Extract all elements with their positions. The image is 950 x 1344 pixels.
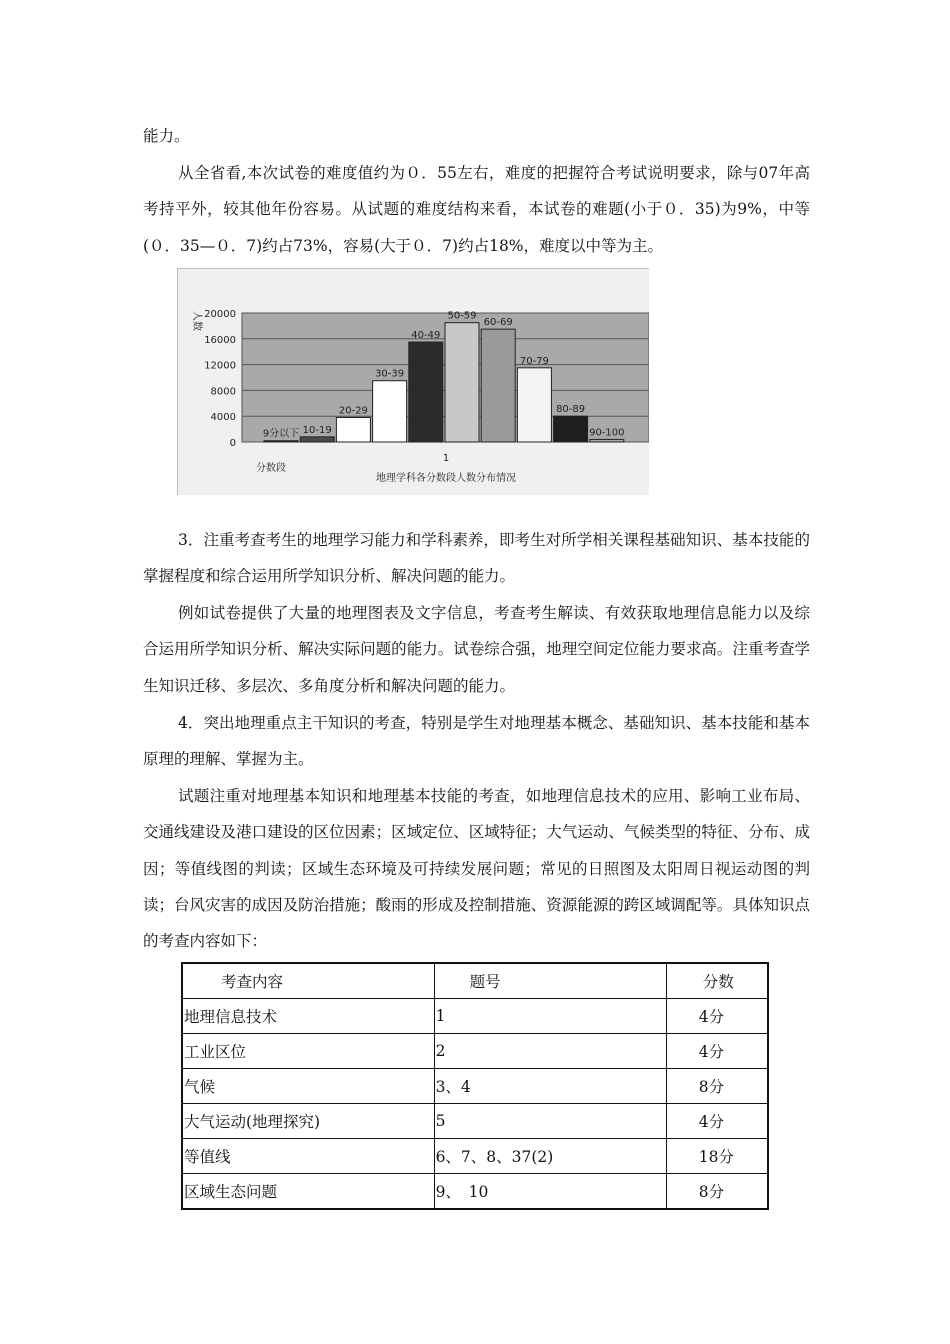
y-tick-label: 4000 <box>210 412 236 424</box>
cell-question: 3、4 <box>434 1069 666 1104</box>
bar-80-89 <box>554 416 588 442</box>
cell-score: 18分 <box>666 1139 768 1174</box>
bar-30-39 <box>373 381 407 442</box>
paragraph-difficulty: 从全省看,本次试卷的难度值约为０．55左右，难度的把握符合考试说明要求，除与07年高考持平外，较其他年份容易。从试题的难度结构来看，本试卷的难题(小于０．35)为9%，中等(０．35—０．7)约占73%，容易(大于０．7)约占18%，难度以中等为主。 <box>143 164 810 255</box>
paragraph-example: 例如试卷提供了大量的地理图表及文字信息，考查考生解读、有效获取地理信息能力以及综合运用所学知识分析、解决实际问题的能力。试卷综合强，地理空间定位能力要求高。注重考查学生知识迁移、多层次、多角度分析和解决问题的能力。 <box>143 604 810 695</box>
table-row <box>182 1174 768 1210</box>
bar-label: 70-79 <box>519 355 549 367</box>
table-row <box>182 999 768 1034</box>
header-content: 考查内容 <box>182 963 434 999</box>
header-score: 分数 <box>666 963 768 999</box>
cell-question: 9、 10 <box>434 1174 666 1210</box>
bar-90-100 <box>590 439 624 442</box>
table-row <box>182 1069 768 1104</box>
bar-9分以下 <box>264 441 298 442</box>
cell-score: 4分 <box>666 1034 768 1069</box>
cell-question: 2 <box>434 1034 666 1069</box>
bar-label: 10-19 <box>302 424 332 436</box>
cell-content: 气候 <box>182 1069 434 1104</box>
y-tick-label: 8000 <box>210 386 236 398</box>
cell-score: 8分 <box>666 1069 768 1104</box>
bar-label: 9分以下 <box>262 428 300 440</box>
paragraph-continuation: 能力。 <box>143 127 190 145</box>
bar-label: 40-49 <box>411 330 441 342</box>
cell-content: 大气运动(地理探究) <box>182 1104 434 1139</box>
chart-canvas <box>178 269 649 495</box>
table-header-row <box>182 963 768 999</box>
bar-50-59 <box>445 323 479 442</box>
x-tick-label: 1 <box>442 453 450 464</box>
cell-score: 4分 <box>666 999 768 1034</box>
chart-title: 地理学科各分数段人数分布情况 <box>376 473 516 484</box>
y-axis-label: 人数 <box>191 311 202 331</box>
table-row <box>182 1104 768 1139</box>
knowledge-points-table <box>181 962 769 1210</box>
bar-40-49 <box>409 342 443 442</box>
bar-70-79 <box>517 368 551 442</box>
paragraph-point-3: 3．注重考查考生的地理学习能力和学科素养，即考生对所学相关课程基础知识、基本技能的掌握程度和综合运用所学知识分析、解决问题的能力。 <box>143 531 810 586</box>
y-tick-label: 20000 <box>204 309 236 320</box>
bar-60-69 <box>481 329 515 442</box>
y-tick-label: 16000 <box>204 334 236 346</box>
y-tick-labels <box>204 309 236 449</box>
cell-content: 地理信息技术 <box>182 999 434 1034</box>
bar-label: 60-69 <box>483 317 513 329</box>
bar-label: 80-89 <box>556 404 586 416</box>
cell-content: 区域生态问题 <box>182 1174 434 1210</box>
bar-20-29 <box>336 417 370 442</box>
cell-content: 等值线 <box>182 1139 434 1174</box>
bar-label: 50-59 <box>447 310 477 322</box>
score-distribution-chart <box>177 268 649 495</box>
bar-label: 30-39 <box>375 368 405 380</box>
header-question-number: 题号 <box>434 963 666 999</box>
x-axis-label: 分数段 <box>256 463 286 474</box>
y-tick-label: 12000 <box>204 360 236 372</box>
cell-content: 工业区位 <box>182 1034 434 1069</box>
paragraph-knowledge: 试题注重对地理基本知识和地理基本技能的考查，如地理信息技术的应用、影响工业布局、交通线建设及港口建设的区位因素；区域定位、区域特征；大气运动、气候类型的特征、分布、成因；等值线图的判读；区域生态环境及可持续发展问题；常见的日照图及太阳周日视运动图的判读；台风灾害的成因及防治措施；酸雨的形成及控制措施、资源能源的跨区域调配等。具体知识点的考查内容如下： <box>143 787 810 951</box>
bar-label: 20-29 <box>338 405 368 417</box>
paragraph-point-4: 4．突出地理重点主干知识的考查，特别是学生对地理基本概念、基础知识、基本技能和基本原理的理解、掌握为主。 <box>143 714 810 769</box>
cell-score: 4分 <box>666 1104 768 1139</box>
bar-label: 90-100 <box>589 427 625 439</box>
cell-score: 8分 <box>666 1174 768 1210</box>
y-tick-label: 0 <box>229 438 236 449</box>
table-row <box>182 1034 768 1069</box>
table-row <box>182 1139 768 1174</box>
cell-question: 6、7、8、37(2) <box>434 1139 666 1174</box>
cell-question: 1 <box>434 999 666 1034</box>
bar-10-19 <box>300 437 334 442</box>
cell-question: 5 <box>434 1104 666 1139</box>
